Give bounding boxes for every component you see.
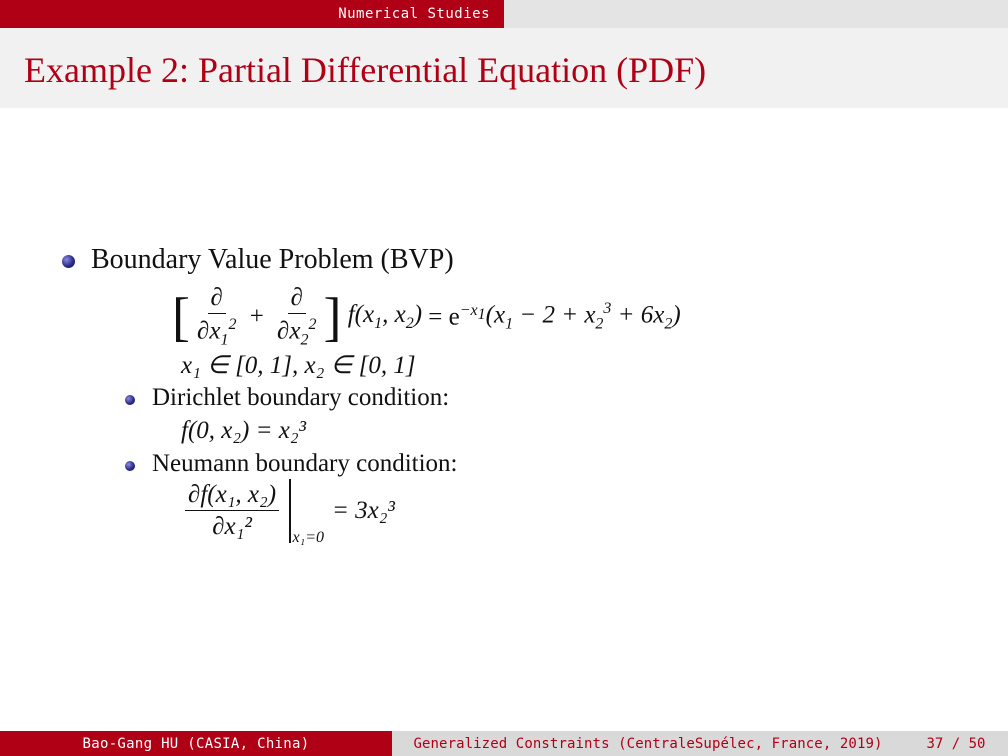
bullet-icon	[125, 395, 135, 405]
slide-title: Example 2: Partial Differential Equation (PDF)	[24, 50, 707, 90]
pde-equation: [ $\frac{\partial}{\partial x_1^2}$ + $\frac{\partial}{\partial x_2^2}$ ] $f(x_1$, $x_2$) = $e^{-x_1}$ $(x_1 - 2 + x_2^3 + 6x_2)$	[172, 284, 681, 349]
bullet-icon	[62, 255, 75, 268]
bullet-bvp: Boundary Value Problem (BVP)	[91, 244, 454, 275]
left-bracket: [	[172, 286, 190, 347]
bullet-icon	[125, 461, 135, 471]
dirichlet-equation: f(0, x₂) = x₂³	[181, 417, 307, 444]
neumann-fraction: $\frac{\text{∂f(x₁, x₂)}}{\text{∂x₁²}}$	[185, 481, 279, 541]
footer-author: Bao-Gang HU (CASIA, China)	[0, 731, 392, 756]
footer	[0, 731, 1008, 756]
footer-page: 37 / 50	[904, 731, 1008, 756]
neumann-equation: $\frac{\text{∂f(x₁, x₂)}}{\text{∂x₁²}}$ x₁=0 = 3x₂³	[181, 479, 395, 543]
evaluation-bar	[289, 479, 291, 543]
bullet-dirichlet: Dirichlet boundary condition:	[152, 384, 450, 411]
fraction-x2: $\frac{\partial}{\partial x_2^2}$	[277, 284, 317, 349]
footer-talk: Generalized Constraints (CentraleSupélec, France, 2019)	[392, 731, 904, 756]
domain-line: x₁ ∈ [0, 1], x₂ ∈ [0, 1]	[181, 352, 416, 379]
section-label: Numerical Studies	[338, 6, 490, 22]
bullet-neumann: Neumann boundary condition:	[152, 450, 458, 477]
right-bracket: ]	[323, 286, 342, 347]
fraction-x1: $\frac{\partial}{\partial x_1^2}$	[196, 284, 237, 349]
